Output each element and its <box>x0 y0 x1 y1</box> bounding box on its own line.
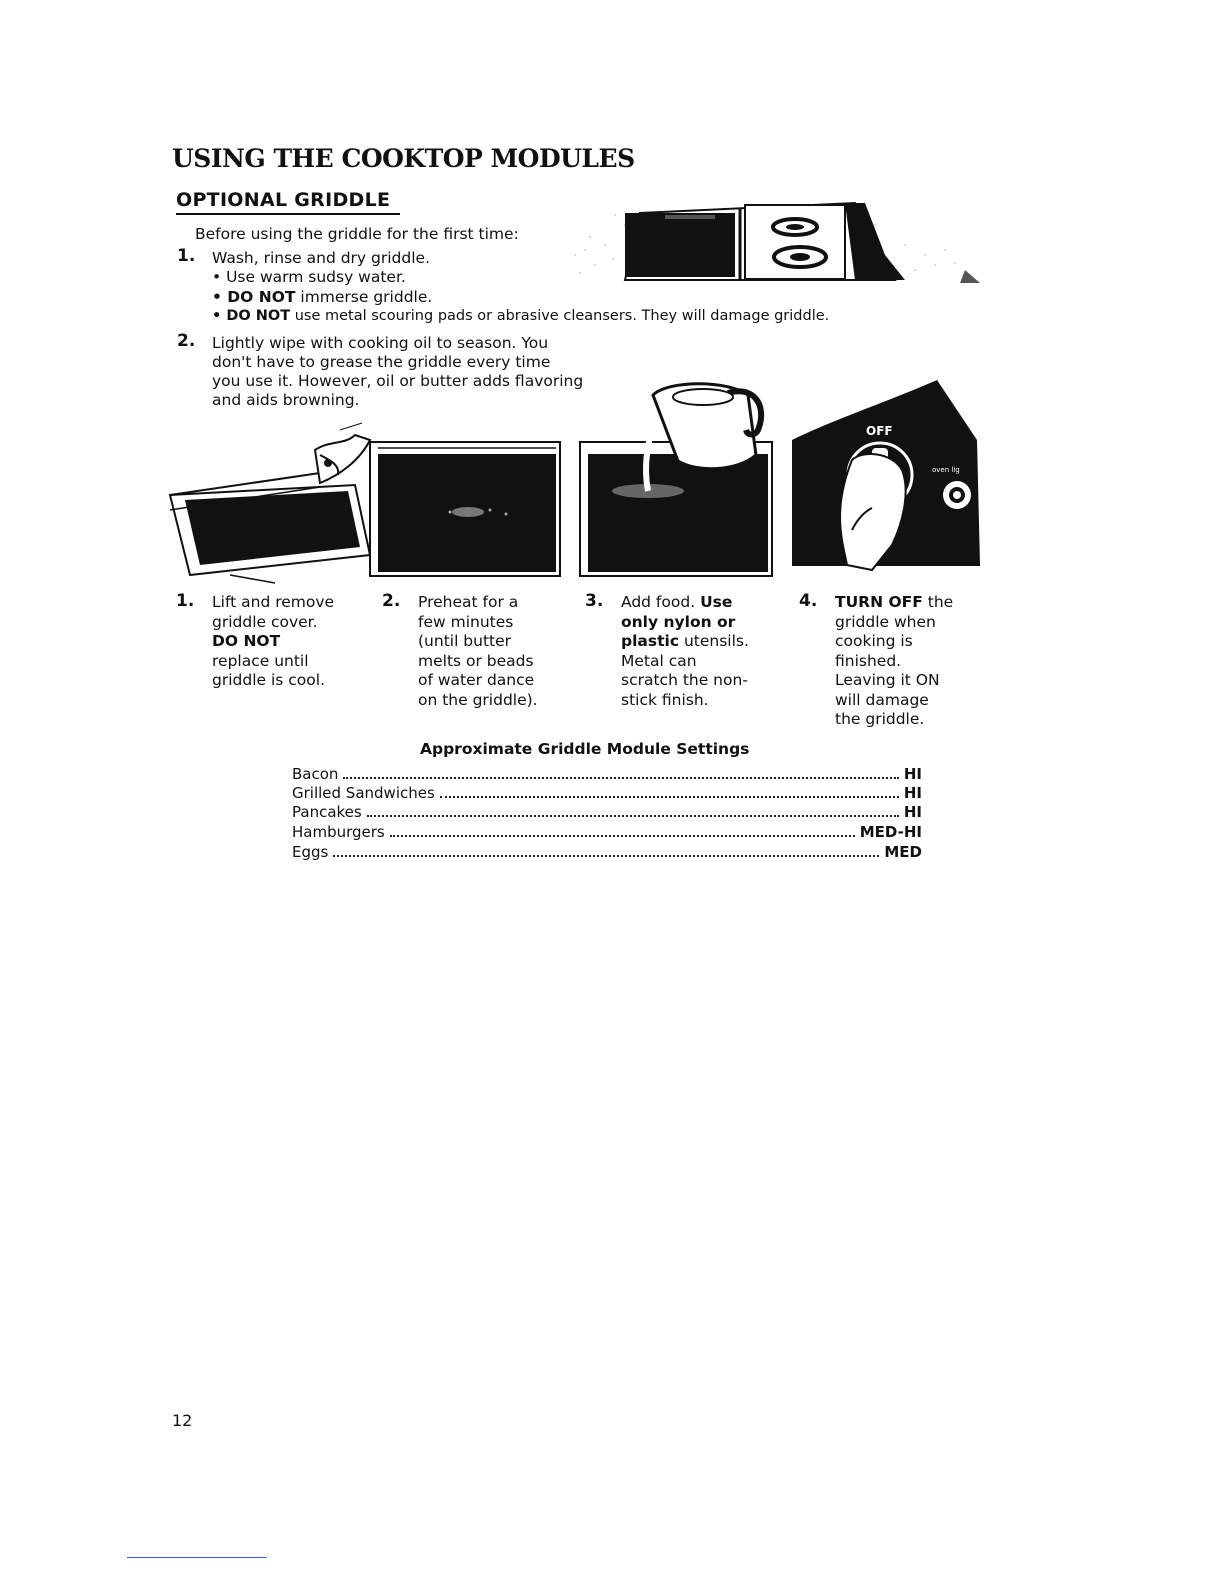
caption-3-line-4: Metal can <box>621 651 697 670</box>
step-1-bullet-2 <box>212 288 432 307</box>
settings-value: MED-HI <box>859 823 922 841</box>
caption-4-line-1 <box>835 593 953 613</box>
caption-1-line-3: DO NOT <box>212 632 281 650</box>
intro-lead: Before using the griddle for the first time: <box>195 225 519 243</box>
caption-4-line-4: finished. <box>835 651 902 670</box>
settings-table-title: Approximate Griddle Module Settings <box>420 740 750 758</box>
settings-row <box>292 822 922 841</box>
caption-1-text <box>212 593 334 691</box>
caption-2-number: 2. <box>382 591 401 611</box>
dot-leader <box>440 796 899 798</box>
caption-2-text <box>418 593 538 710</box>
step-2-line-3: you use it. However, oil or butter adds flavoring <box>212 372 584 390</box>
caption-4-number: 4. <box>799 591 818 611</box>
step-2-number: 2. <box>177 331 196 351</box>
caption-3-line-3-bold: plastic <box>621 632 680 650</box>
caption-1-line-5: griddle is cool. <box>212 671 325 689</box>
settings-row <box>292 802 922 821</box>
step-2-line-1: Lightly wipe with cooking oil to season. You <box>212 334 549 352</box>
caption-4-line-3: cooking is <box>835 632 913 650</box>
caption-3-line-3 <box>621 632 749 652</box>
caption-3-line-1-bold: Use <box>700 593 733 611</box>
caption-4-line-6: will damage <box>835 690 929 709</box>
bullet-2-emphasis: • DO NOT <box>212 288 296 306</box>
caption-4-line-7: the griddle. <box>835 710 925 728</box>
add-food-illustration <box>578 375 778 580</box>
settings-food: Grilled Sandwiches <box>292 784 435 802</box>
settings-value: HI <box>903 784 922 802</box>
step-2-line-2: don't have to grease the griddle every time <box>212 353 551 371</box>
cooktop-griddle-illustration <box>555 195 985 290</box>
caption-1-number: 1. <box>176 591 195 611</box>
dot-leader <box>333 855 879 857</box>
bullet-2-rest: immerse griddle. <box>295 288 433 306</box>
settings-value: HI <box>903 803 922 821</box>
step-1-number: 1. <box>177 246 196 266</box>
caption-3-text <box>621 593 749 710</box>
caption-step-1 <box>176 593 366 693</box>
caption-3-number: 3. <box>585 591 604 611</box>
caption-4-line-1-bold: TURN OFF <box>835 593 923 611</box>
footer-rule <box>127 1557 267 1558</box>
caption-3-line-2: only nylon or <box>621 612 736 631</box>
settings-food: Eggs <box>292 843 329 861</box>
settings-row <box>292 842 922 861</box>
caption-3-line-1-text: Add food. <box>621 593 701 611</box>
lift-cover-illustration <box>170 415 380 585</box>
caption-1-line-4: replace until <box>212 651 309 670</box>
caption-3-line-1 <box>621 593 749 613</box>
caption-3-line-3-rest: utensils. <box>679 632 749 650</box>
caption-step-4 <box>799 593 989 733</box>
step-1-bullet-1: • Use warm sudsy water. <box>212 268 406 286</box>
settings-value: MED <box>884 843 922 861</box>
bullet-3-emphasis: • DO NOT <box>212 308 291 324</box>
caption-4-line-2: griddle when <box>835 612 936 631</box>
page-title: USING THE COOKTOP MODULES <box>172 144 635 173</box>
caption-2-line-4: melts or beads <box>418 651 534 670</box>
caption-3-line-6: stick finish. <box>621 690 709 709</box>
caption-4-line-1-rest: the <box>922 593 954 611</box>
step-1-bullet-3 <box>212 307 829 326</box>
caption-1-line-2: griddle cover. <box>212 612 318 631</box>
caption-step-2 <box>382 593 572 713</box>
preheat-griddle-illustration <box>368 440 564 580</box>
caption-1-line-1: Lift and remove <box>212 593 335 611</box>
dot-leader <box>390 835 855 837</box>
dot-leader <box>343 777 898 779</box>
settings-food: Hamburgers <box>292 823 385 841</box>
knob-off-label: OFF <box>866 424 893 438</box>
caption-step-3 <box>585 593 785 713</box>
turn-off-knob-illustration <box>792 380 982 580</box>
section-title-underline <box>176 213 400 215</box>
dot-leader <box>367 815 899 817</box>
caption-4-line-5: Leaving it ON <box>835 671 940 689</box>
caption-4-text <box>835 593 953 730</box>
step-2-line-4: and aids browning. <box>212 391 360 409</box>
step-1-text: Wash, rinse and dry griddle. <box>212 249 430 267</box>
settings-row <box>292 783 922 802</box>
oven-light-label: oven lig <box>932 466 960 474</box>
settings-food: Bacon <box>292 765 339 783</box>
section-title: OPTIONAL GRIDDLE <box>176 189 391 211</box>
caption-2-line-6: on the griddle). <box>418 690 538 709</box>
settings-food: Pancakes <box>292 803 362 821</box>
page-number: 12 <box>172 1411 193 1430</box>
caption-2-line-5: of water dance <box>418 671 535 689</box>
settings-value: HI <box>903 765 922 783</box>
settings-row <box>292 764 922 783</box>
caption-2-line-2: few minutes <box>418 612 514 631</box>
bullet-3-rest: use metal scouring pads or abrasive cleansers. They will damage griddle. <box>290 308 830 324</box>
caption-3-line-5: scratch the non- <box>621 671 748 689</box>
caption-2-line-1: Preheat for a <box>418 593 519 611</box>
caption-2-line-3: (until butter <box>418 632 512 650</box>
